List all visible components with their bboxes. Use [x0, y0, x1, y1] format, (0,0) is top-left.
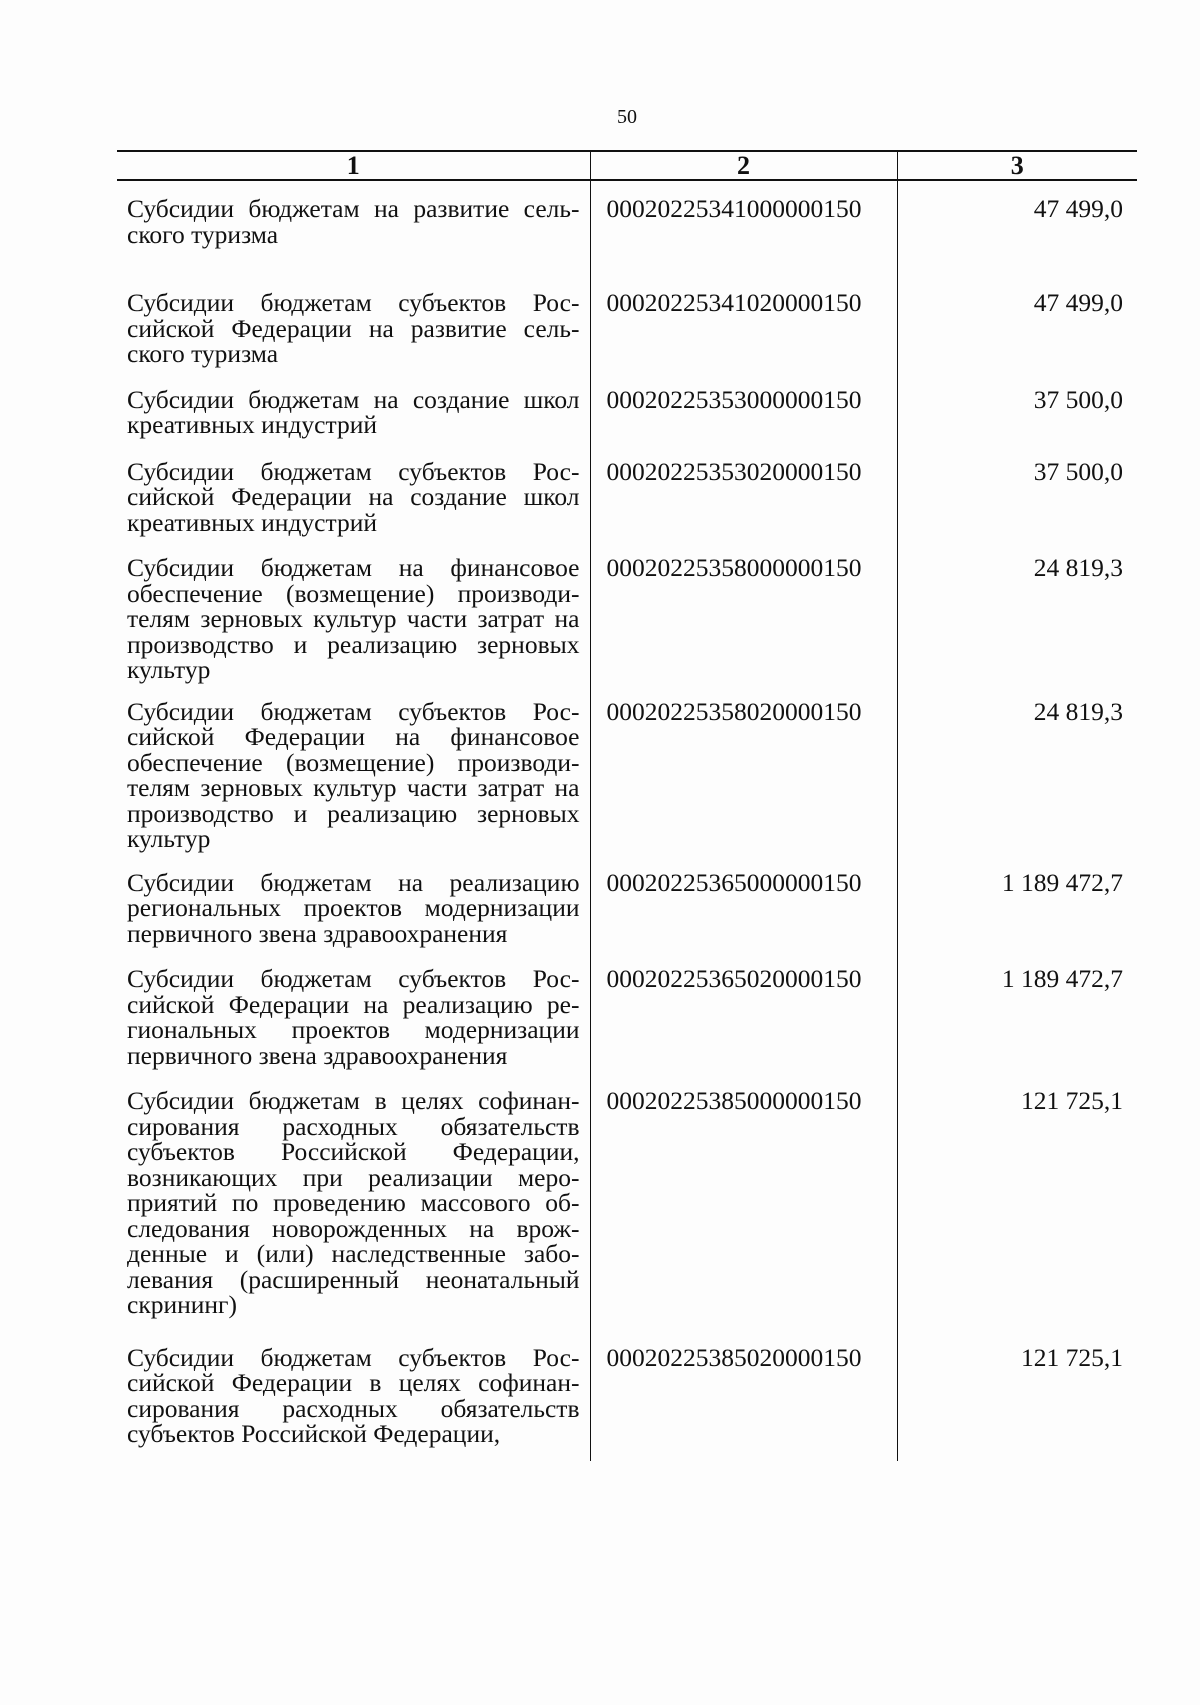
- spacer-cell: [590, 946, 897, 966]
- row-name: Субсидии бюджетам субъектов Российской Федерации на реализацию региональных проектов модернизации первичного звена здравоохранения: [127, 964, 580, 1070]
- spacer-cell: [117, 1318, 590, 1345]
- spacer-cell: [117, 852, 590, 870]
- row-name-cell: [117, 196, 590, 247]
- table-body: [117, 180, 1137, 1461]
- spacer-cell: [590, 439, 897, 459]
- row-amount: 24 819,3: [897, 699, 1137, 852]
- row-name: Субсидии бюджетам субъектов Российской Федерации на развитие сельского туризма: [127, 288, 580, 368]
- row-code: 00020225353000000150: [590, 387, 897, 439]
- spacer-cell: [590, 1068, 897, 1088]
- spacer-cell: [897, 1318, 1137, 1345]
- row-code: 00020225353020000150: [590, 459, 897, 536]
- spacer-cell: [117, 367, 590, 387]
- row-name: Субсидии бюджетам на финансовое обеспечение (возмещение) производителям зерновых культур части затрат на производство и реализацию зерновых культур: [127, 553, 580, 684]
- row-name-cell: [117, 290, 590, 367]
- table-row: [117, 966, 1137, 1068]
- row-code: 00020225341020000150: [590, 290, 897, 367]
- row-code: 00020225385020000150: [590, 1345, 897, 1455]
- table-row: [117, 1088, 1137, 1318]
- column-header-2: 2: [590, 151, 897, 180]
- row-spacer: [117, 1455, 1137, 1461]
- table-row: [117, 459, 1137, 536]
- table-row: [117, 196, 1137, 247]
- row-code: 00020225365020000150: [590, 966, 897, 1068]
- row-name: Субсидии бюджетам субъектов Российской Федерации на создание школ креативных индустрий: [127, 456, 580, 537]
- row-amount: 121 725,1: [897, 1088, 1137, 1318]
- table-row: [117, 387, 1137, 439]
- spacer-cell: [590, 1455, 897, 1461]
- row-name-cell: [117, 384, 590, 439]
- row-code: 00020225341000000150: [590, 196, 897, 247]
- row-amount: 47 499,0: [897, 290, 1137, 367]
- table-row: [117, 555, 1137, 683]
- row-spacer: [117, 367, 1137, 387]
- row-name-cell: [117, 696, 590, 853]
- spacer-cell: [897, 946, 1137, 966]
- row-amount: 37 500,0: [897, 387, 1137, 439]
- table-row: [117, 1345, 1137, 1455]
- row-code: 00020225358000000150: [590, 555, 897, 683]
- budget-table: [117, 150, 1137, 1461]
- spacer-cell: [117, 1455, 590, 1461]
- spacer-cell: [897, 439, 1137, 459]
- table-row: [117, 870, 1137, 947]
- row-name-cell: [117, 456, 590, 537]
- spacer-cell: [590, 247, 897, 290]
- row-amount: 1 189 472,7: [897, 870, 1137, 947]
- spacer-cell: [117, 535, 590, 555]
- row-amount: 121 725,1: [897, 1345, 1137, 1455]
- row-name: Субсидии бюджетам в целях софинансирования расходных обязательств субъектов Российской Федерации, возникающих при реализации мероприятий по проведению массового обследования новорожденных на врожденные и (или) наследственные заболевания (расширенный неонатальный скрининг): [127, 1086, 580, 1319]
- spacer-cell: [117, 946, 590, 966]
- row-code: 00020225365000000150: [590, 870, 897, 947]
- spacer-cell: [897, 1068, 1137, 1088]
- spacer-cell: [117, 439, 590, 459]
- row-name-cell: [117, 867, 590, 948]
- spacer-cell: [897, 367, 1137, 387]
- spacer-cell: [590, 367, 897, 387]
- table-row: [117, 699, 1137, 852]
- row-amount: 37 500,0: [897, 459, 1137, 536]
- column-header-3: 3: [897, 151, 1137, 180]
- row-spacer: [117, 946, 1137, 966]
- row-name: Субсидии бюджетам на развитие сельского туризма: [127, 194, 580, 249]
- row-name: Субсидии бюджетам субъектов Российской Федерации в целях софинансирования расходных обязательств субъектов Российской Федерации,: [127, 1342, 580, 1448]
- page-number: 50: [617, 106, 637, 128]
- row-amount: 24 819,3: [897, 555, 1137, 683]
- row-name: Субсидии бюджетам субъектов Российской Федерации на финансовое обеспечение (возмещение) производителям зерновых культур части затрат на производство и реализацию зерновых культур: [127, 696, 580, 853]
- row-amount: 47 499,0: [897, 196, 1137, 247]
- row-name-cell: [117, 1342, 590, 1455]
- spacer-cell: [590, 1318, 897, 1345]
- table-header: [117, 151, 1137, 180]
- spacer-cell: [590, 852, 897, 870]
- spacer-cell: [897, 1455, 1137, 1461]
- row-spacer: [117, 439, 1137, 459]
- row-name-cell: [117, 966, 590, 1068]
- table-row: [117, 290, 1137, 367]
- row-name-cell: [117, 1088, 590, 1318]
- row-amount: 1 189 472,7: [897, 966, 1137, 1068]
- spacer-cell: [117, 1068, 590, 1088]
- row-spacer: [117, 1318, 1137, 1345]
- spacer-cell: [117, 247, 590, 290]
- row-code: 00020225358020000150: [590, 699, 897, 852]
- row-spacer: [117, 1068, 1137, 1088]
- row-code: 00020225385000000150: [590, 1088, 897, 1318]
- row-name: Субсидии бюджетам на создание школ креативных индустрий: [127, 384, 580, 439]
- row-name: Субсидии бюджетам на реализацию региональных проектов модернизации первичного звена здравоохранения: [127, 867, 580, 948]
- row-spacer: [117, 852, 1137, 870]
- spacer-cell: [590, 535, 897, 555]
- row-spacer: [117, 535, 1137, 555]
- spacer-cell: [897, 852, 1137, 870]
- row-name-cell: [117, 555, 590, 683]
- spacer-cell: [897, 247, 1137, 290]
- row-spacer: [117, 247, 1137, 290]
- spacer-cell: [897, 535, 1137, 555]
- column-header-1: 1: [117, 151, 590, 180]
